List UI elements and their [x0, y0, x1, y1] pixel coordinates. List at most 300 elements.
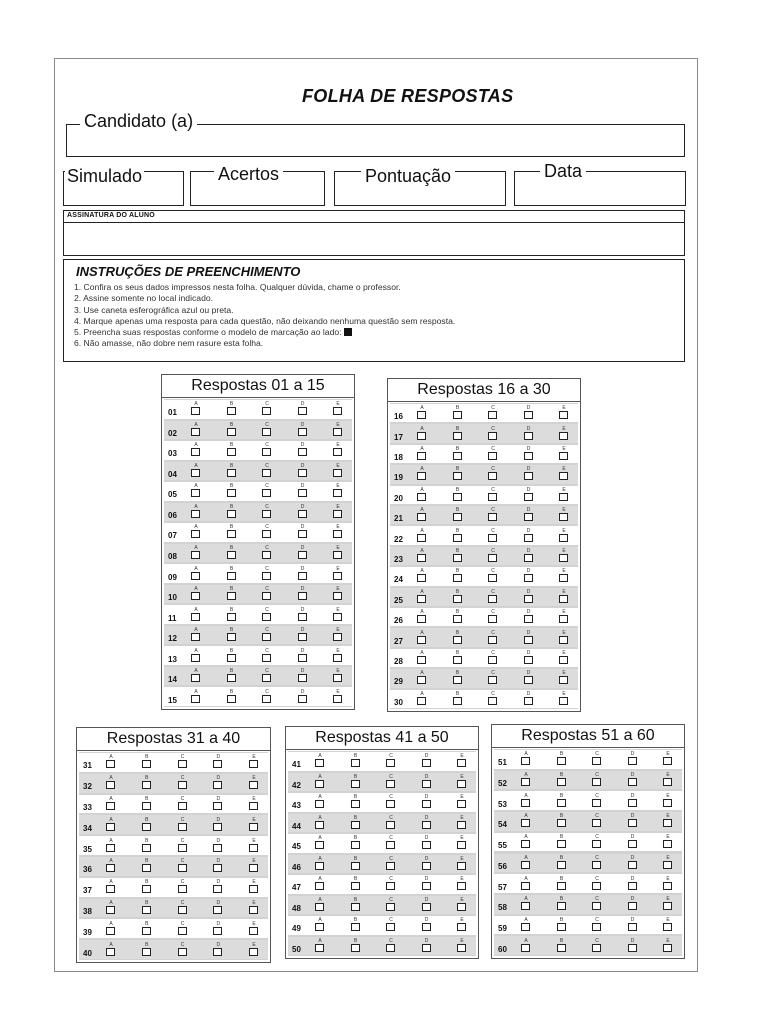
bubble-box[interactable] — [628, 819, 637, 827]
bubble-box[interactable] — [106, 948, 115, 956]
answer-bubble[interactable] — [333, 586, 343, 600]
answer-bubble[interactable] — [457, 794, 467, 808]
answer-bubble[interactable] — [417, 426, 427, 440]
answer-bubble[interactable] — [521, 896, 531, 910]
bubble-box[interactable] — [262, 551, 271, 559]
answer-bubble[interactable] — [315, 876, 325, 890]
bubble-box[interactable] — [351, 841, 360, 849]
bubble-box[interactable] — [333, 654, 342, 662]
answer-bubble[interactable] — [488, 466, 498, 480]
answer-bubble[interactable] — [227, 668, 237, 682]
bubble-box[interactable] — [521, 799, 530, 807]
bubble-box[interactable] — [333, 469, 342, 477]
bubble-box[interactable] — [386, 821, 395, 829]
answer-bubble[interactable] — [191, 627, 201, 641]
answer-bubble[interactable] — [298, 668, 308, 682]
bubble-box[interactable] — [524, 452, 533, 460]
bubble-box[interactable] — [453, 513, 462, 521]
bubble-box[interactable] — [417, 574, 426, 582]
bubble-box[interactable] — [559, 472, 568, 480]
answer-bubble[interactable] — [298, 689, 308, 703]
bubble-box[interactable] — [663, 799, 672, 807]
bubble-box[interactable] — [351, 923, 360, 931]
answer-bubble[interactable] — [351, 856, 361, 870]
answer-bubble[interactable] — [592, 834, 602, 848]
answer-bubble[interactable] — [386, 876, 396, 890]
answer-bubble[interactable] — [453, 589, 463, 603]
answer-bubble[interactable] — [557, 772, 567, 786]
answer-bubble[interactable] — [249, 838, 259, 852]
answer-bubble[interactable] — [351, 917, 361, 931]
answer-bubble[interactable] — [417, 670, 427, 684]
bubble-box[interactable] — [315, 862, 324, 870]
answer-bubble[interactable] — [106, 817, 116, 831]
bubble-box[interactable] — [191, 448, 200, 456]
bubble-box[interactable] — [227, 551, 236, 559]
bubble-box[interactable] — [227, 613, 236, 621]
answer-bubble[interactable] — [524, 426, 534, 440]
bubble-box[interactable] — [628, 882, 637, 890]
bubble-box[interactable] — [178, 781, 187, 789]
answer-bubble[interactable] — [628, 917, 638, 931]
bubble-box[interactable] — [457, 944, 466, 952]
answer-bubble[interactable] — [592, 751, 602, 765]
bubble-box[interactable] — [191, 530, 200, 538]
answer-bubble[interactable] — [422, 815, 432, 829]
bubble-box[interactable] — [628, 840, 637, 848]
bubble-box[interactable] — [592, 840, 601, 848]
bubble-box[interactable] — [422, 821, 431, 829]
answer-bubble[interactable] — [333, 422, 343, 436]
bubble-box[interactable] — [142, 802, 151, 810]
bubble-box[interactable] — [386, 862, 395, 870]
answer-bubble[interactable] — [249, 921, 259, 935]
bubble-box[interactable] — [249, 781, 258, 789]
answer-bubble[interactable] — [227, 607, 237, 621]
bubble-box[interactable] — [106, 885, 115, 893]
bubble-box[interactable] — [417, 472, 426, 480]
answer-bubble[interactable] — [298, 627, 308, 641]
answer-bubble[interactable] — [488, 589, 498, 603]
bubble-box[interactable] — [262, 613, 271, 621]
answer-bubble[interactable] — [298, 442, 308, 456]
bubble-box[interactable] — [524, 656, 533, 664]
bubble-box[interactable] — [488, 615, 497, 623]
bubble-box[interactable] — [142, 823, 151, 831]
answer-bubble[interactable] — [262, 607, 272, 621]
answer-bubble[interactable] — [227, 586, 237, 600]
bubble-box[interactable] — [333, 695, 342, 703]
bubble-box[interactable] — [227, 654, 236, 662]
bubble-box[interactable] — [298, 469, 307, 477]
bubble-box[interactable] — [191, 407, 200, 415]
answer-bubble[interactable] — [417, 630, 427, 644]
answer-bubble[interactable] — [453, 568, 463, 582]
answer-bubble[interactable] — [663, 896, 673, 910]
answer-bubble[interactable] — [559, 650, 569, 664]
answer-bubble[interactable] — [488, 691, 498, 705]
bubble-box[interactable] — [592, 882, 601, 890]
bubble-box[interactable] — [106, 760, 115, 768]
bubble-box[interactable] — [315, 882, 324, 890]
answer-bubble[interactable] — [106, 921, 116, 935]
answer-bubble[interactable] — [663, 917, 673, 931]
answer-bubble[interactable] — [386, 815, 396, 829]
bubble-box[interactable] — [663, 944, 672, 952]
answer-bubble[interactable] — [178, 796, 188, 810]
answer-bubble[interactable] — [315, 753, 325, 767]
answer-bubble[interactable] — [521, 772, 531, 786]
answer-bubble[interactable] — [315, 835, 325, 849]
answer-bubble[interactable] — [457, 856, 467, 870]
answer-bubble[interactable] — [106, 796, 116, 810]
answer-bubble[interactable] — [227, 504, 237, 518]
answer-bubble[interactable] — [333, 463, 343, 477]
answer-bubble[interactable] — [262, 422, 272, 436]
answer-bubble[interactable] — [298, 648, 308, 662]
answer-bubble[interactable] — [592, 793, 602, 807]
answer-bubble[interactable] — [453, 528, 463, 542]
bubble-box[interactable] — [262, 695, 271, 703]
bubble-box[interactable] — [628, 861, 637, 869]
answer-bubble[interactable] — [457, 815, 467, 829]
answer-bubble[interactable] — [191, 648, 201, 662]
bubble-box[interactable] — [386, 780, 395, 788]
answer-bubble[interactable] — [559, 426, 569, 440]
answer-bubble[interactable] — [227, 648, 237, 662]
bubble-box[interactable] — [249, 823, 258, 831]
answer-bubble[interactable] — [453, 487, 463, 501]
bubble-box[interactable] — [557, 778, 566, 786]
bubble-box[interactable] — [524, 534, 533, 542]
bubble-box[interactable] — [663, 757, 672, 765]
answer-bubble[interactable] — [663, 834, 673, 848]
bubble-box[interactable] — [453, 615, 462, 623]
answer-bubble[interactable] — [521, 834, 531, 848]
bubble-box[interactable] — [559, 656, 568, 664]
answer-bubble[interactable] — [315, 815, 325, 829]
answer-bubble[interactable] — [488, 609, 498, 623]
answer-bubble[interactable] — [191, 607, 201, 621]
bubble-box[interactable] — [557, 944, 566, 952]
bubble-box[interactable] — [351, 882, 360, 890]
answer-bubble[interactable] — [453, 609, 463, 623]
bubble-box[interactable] — [453, 472, 462, 480]
bubble-box[interactable] — [351, 800, 360, 808]
answer-bubble[interactable] — [351, 835, 361, 849]
answer-bubble[interactable] — [488, 650, 498, 664]
answer-bubble[interactable] — [213, 775, 223, 789]
bubble-box[interactable] — [191, 469, 200, 477]
answer-bubble[interactable] — [178, 858, 188, 872]
answer-bubble[interactable] — [417, 548, 427, 562]
answer-bubble[interactable] — [178, 838, 188, 852]
bubble-box[interactable] — [521, 840, 530, 848]
answer-bubble[interactable] — [417, 446, 427, 460]
answer-bubble[interactable] — [453, 548, 463, 562]
answer-bubble[interactable] — [557, 793, 567, 807]
bubble-box[interactable] — [262, 530, 271, 538]
answer-bubble[interactable] — [315, 897, 325, 911]
bubble-box[interactable] — [453, 432, 462, 440]
bubble-box[interactable] — [453, 656, 462, 664]
bubble-box[interactable] — [521, 757, 530, 765]
answer-bubble[interactable] — [628, 772, 638, 786]
bubble-box[interactable] — [351, 759, 360, 767]
answer-bubble[interactable] — [262, 504, 272, 518]
bubble-box[interactable] — [663, 778, 672, 786]
bubble-box[interactable] — [191, 613, 200, 621]
answer-bubble[interactable] — [142, 942, 152, 956]
answer-bubble[interactable] — [262, 442, 272, 456]
bubble-box[interactable] — [386, 841, 395, 849]
answer-bubble[interactable] — [559, 548, 569, 562]
bubble-box[interactable] — [457, 821, 466, 829]
bubble-box[interactable] — [453, 411, 462, 419]
bubble-box[interactable] — [592, 861, 601, 869]
answer-bubble[interactable] — [521, 793, 531, 807]
bubble-box[interactable] — [315, 821, 324, 829]
answer-bubble[interactable] — [488, 507, 498, 521]
answer-bubble[interactable] — [417, 691, 427, 705]
answer-bubble[interactable] — [559, 528, 569, 542]
bubble-box[interactable] — [262, 674, 271, 682]
bubble-box[interactable] — [213, 927, 222, 935]
answer-bubble[interactable] — [142, 879, 152, 893]
answer-bubble[interactable] — [191, 442, 201, 456]
bubble-box[interactable] — [524, 595, 533, 603]
bubble-box[interactable] — [417, 636, 426, 644]
bubble-box[interactable] — [386, 800, 395, 808]
answer-bubble[interactable] — [333, 566, 343, 580]
answer-bubble[interactable] — [559, 589, 569, 603]
answer-bubble[interactable] — [315, 938, 325, 952]
answer-bubble[interactable] — [249, 879, 259, 893]
answer-bubble[interactable] — [298, 422, 308, 436]
bubble-box[interactable] — [227, 530, 236, 538]
bubble-box[interactable] — [142, 948, 151, 956]
answer-bubble[interactable] — [249, 817, 259, 831]
bubble-box[interactable] — [417, 411, 426, 419]
bubble-box[interactable] — [178, 823, 187, 831]
bubble-box[interactable] — [191, 510, 200, 518]
bubble-box[interactable] — [559, 411, 568, 419]
bubble-box[interactable] — [333, 510, 342, 518]
answer-bubble[interactable] — [453, 426, 463, 440]
bubble-box[interactable] — [663, 861, 672, 869]
bubble-box[interactable] — [453, 697, 462, 705]
bubble-box[interactable] — [488, 676, 497, 684]
bubble-box[interactable] — [422, 759, 431, 767]
answer-bubble[interactable] — [417, 589, 427, 603]
answer-bubble[interactable] — [106, 775, 116, 789]
answer-bubble[interactable] — [227, 422, 237, 436]
bubble-box[interactable] — [227, 428, 236, 436]
answer-bubble[interactable] — [351, 753, 361, 767]
bubble-box[interactable] — [422, 862, 431, 870]
answer-bubble[interactable] — [559, 670, 569, 684]
answer-bubble[interactable] — [249, 900, 259, 914]
bubble-box[interactable] — [488, 554, 497, 562]
answer-bubble[interactable] — [191, 401, 201, 415]
bubble-box[interactable] — [422, 923, 431, 931]
bubble-box[interactable] — [422, 882, 431, 890]
bubble-box[interactable] — [106, 844, 115, 852]
answer-bubble[interactable] — [191, 422, 201, 436]
answer-bubble[interactable] — [142, 921, 152, 935]
bubble-box[interactable] — [315, 903, 324, 911]
answer-bubble[interactable] — [628, 876, 638, 890]
bubble-box[interactable] — [386, 923, 395, 931]
answer-bubble[interactable] — [386, 835, 396, 849]
answer-bubble[interactable] — [521, 855, 531, 869]
bubble-box[interactable] — [417, 554, 426, 562]
answer-bubble[interactable] — [422, 794, 432, 808]
bubble-box[interactable] — [457, 903, 466, 911]
bubble-box[interactable] — [249, 906, 258, 914]
answer-bubble[interactable] — [524, 507, 534, 521]
answer-bubble[interactable] — [453, 630, 463, 644]
answer-bubble[interactable] — [488, 405, 498, 419]
answer-bubble[interactable] — [315, 774, 325, 788]
answer-bubble[interactable] — [333, 504, 343, 518]
bubble-box[interactable] — [142, 781, 151, 789]
answer-bubble[interactable] — [333, 545, 343, 559]
bubble-box[interactable] — [628, 923, 637, 931]
answer-bubble[interactable] — [559, 466, 569, 480]
answer-bubble[interactable] — [457, 876, 467, 890]
answer-bubble[interactable] — [663, 793, 673, 807]
answer-bubble[interactable] — [592, 772, 602, 786]
bubble-box[interactable] — [213, 906, 222, 914]
bubble-box[interactable] — [191, 572, 200, 580]
bubble-box[interactable] — [453, 452, 462, 460]
answer-bubble[interactable] — [213, 879, 223, 893]
bubble-box[interactable] — [213, 885, 222, 893]
answer-bubble[interactable] — [333, 648, 343, 662]
answer-bubble[interactable] — [386, 794, 396, 808]
answer-bubble[interactable] — [227, 524, 237, 538]
bubble-box[interactable] — [333, 448, 342, 456]
answer-bubble[interactable] — [142, 817, 152, 831]
bubble-box[interactable] — [298, 551, 307, 559]
answer-bubble[interactable] — [628, 751, 638, 765]
answer-bubble[interactable] — [488, 528, 498, 542]
bubble-box[interactable] — [524, 574, 533, 582]
bubble-box[interactable] — [521, 819, 530, 827]
bubble-box[interactable] — [249, 927, 258, 935]
answer-bubble[interactable] — [386, 897, 396, 911]
answer-bubble[interactable] — [422, 774, 432, 788]
bubble-box[interactable] — [142, 844, 151, 852]
bubble-box[interactable] — [249, 760, 258, 768]
answer-bubble[interactable] — [298, 586, 308, 600]
bubble-box[interactable] — [298, 613, 307, 621]
answer-bubble[interactable] — [213, 796, 223, 810]
answer-bubble[interactable] — [524, 670, 534, 684]
answer-bubble[interactable] — [298, 524, 308, 538]
answer-bubble[interactable] — [333, 607, 343, 621]
bubble-box[interactable] — [628, 902, 637, 910]
bubble-box[interactable] — [422, 780, 431, 788]
answer-bubble[interactable] — [559, 446, 569, 460]
bubble-box[interactable] — [142, 885, 151, 893]
answer-bubble[interactable] — [524, 548, 534, 562]
answer-bubble[interactable] — [592, 917, 602, 931]
answer-bubble[interactable] — [457, 917, 467, 931]
answer-bubble[interactable] — [521, 917, 531, 931]
bubble-box[interactable] — [417, 697, 426, 705]
answer-bubble[interactable] — [628, 793, 638, 807]
bubble-box[interactable] — [488, 432, 497, 440]
answer-bubble[interactable] — [557, 896, 567, 910]
answer-bubble[interactable] — [227, 545, 237, 559]
answer-bubble[interactable] — [106, 942, 116, 956]
answer-bubble[interactable] — [559, 630, 569, 644]
bubble-box[interactable] — [227, 489, 236, 497]
bubble-box[interactable] — [628, 944, 637, 952]
bubble-box[interactable] — [488, 472, 497, 480]
bubble-box[interactable] — [386, 944, 395, 952]
answer-bubble[interactable] — [178, 879, 188, 893]
bubble-box[interactable] — [417, 595, 426, 603]
answer-bubble[interactable] — [417, 487, 427, 501]
bubble-box[interactable] — [213, 948, 222, 956]
answer-bubble[interactable] — [592, 896, 602, 910]
answer-bubble[interactable] — [262, 483, 272, 497]
answer-bubble[interactable] — [417, 650, 427, 664]
bubble-box[interactable] — [191, 428, 200, 436]
bubble-box[interactable] — [521, 861, 530, 869]
bubble-box[interactable] — [663, 923, 672, 931]
bubble-box[interactable] — [559, 493, 568, 501]
bubble-box[interactable] — [457, 841, 466, 849]
bubble-box[interactable] — [249, 885, 258, 893]
answer-bubble[interactable] — [457, 835, 467, 849]
answer-bubble[interactable] — [351, 938, 361, 952]
bubble-box[interactable] — [592, 944, 601, 952]
bubble-box[interactable] — [178, 802, 187, 810]
bubble-box[interactable] — [333, 489, 342, 497]
bubble-box[interactable] — [559, 676, 568, 684]
bubble-box[interactable] — [488, 411, 497, 419]
bubble-box[interactable] — [422, 841, 431, 849]
bubble-box[interactable] — [178, 885, 187, 893]
answer-bubble[interactable] — [386, 753, 396, 767]
bubble-box[interactable] — [262, 654, 271, 662]
bubble-box[interactable] — [315, 780, 324, 788]
answer-bubble[interactable] — [333, 627, 343, 641]
bubble-box[interactable] — [315, 841, 324, 849]
answer-bubble[interactable] — [178, 900, 188, 914]
answer-bubble[interactable] — [227, 463, 237, 477]
bubble-box[interactable] — [453, 676, 462, 684]
bubble-box[interactable] — [351, 780, 360, 788]
answer-bubble[interactable] — [559, 691, 569, 705]
bubble-box[interactable] — [524, 411, 533, 419]
signature-field[interactable] — [63, 210, 685, 256]
bubble-box[interactable] — [521, 882, 530, 890]
bubble-box[interactable] — [351, 944, 360, 952]
answer-bubble[interactable] — [453, 670, 463, 684]
bubble-box[interactable] — [227, 407, 236, 415]
answer-bubble[interactable] — [142, 796, 152, 810]
answer-bubble[interactable] — [351, 876, 361, 890]
bubble-box[interactable] — [417, 534, 426, 542]
answer-bubble[interactable] — [457, 897, 467, 911]
answer-bubble[interactable] — [262, 668, 272, 682]
bubble-box[interactable] — [298, 572, 307, 580]
